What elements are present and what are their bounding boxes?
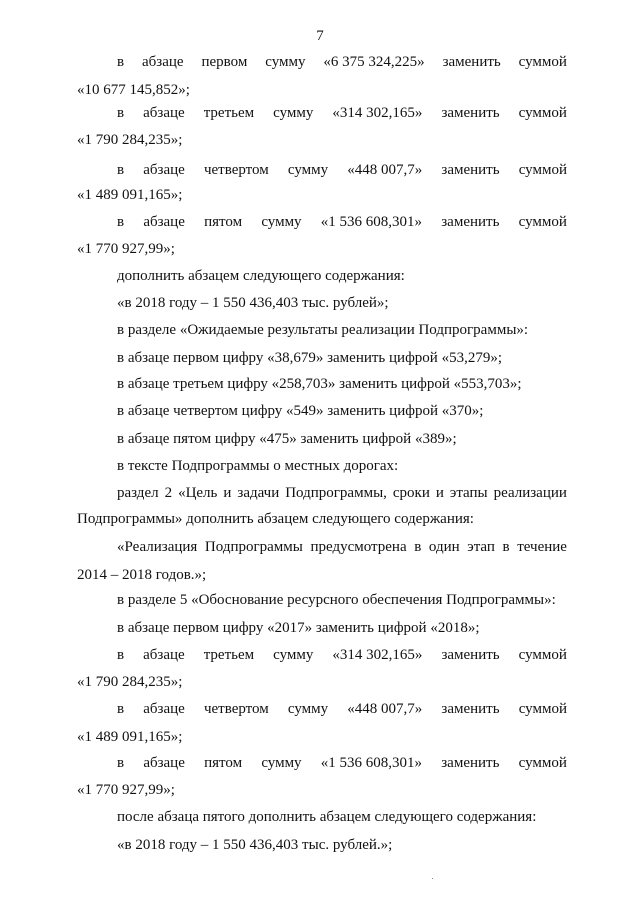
word: предусмотрена: [310, 539, 407, 555]
paragraph-line-continuation: «10 677 145,852»;: [77, 82, 190, 98]
word: заменить: [442, 54, 501, 70]
word: суммой: [518, 701, 567, 717]
paragraph-line: «в 2018 году – 1 550 436,403 тыс. рублей»;: [117, 295, 389, 311]
paragraph-line: дополнить абзацем следующего содержания:: [117, 268, 405, 284]
word: заменить: [441, 701, 500, 717]
word: в: [117, 647, 125, 663]
paragraph-line-justified: [117, 213, 567, 231]
paragraph-line-justified: [117, 484, 567, 502]
word: абзаце: [143, 105, 185, 121]
word: пятом: [204, 214, 243, 230]
page-number: 7: [316, 28, 324, 44]
word: заменить: [441, 162, 500, 178]
word: реализации: [493, 485, 567, 501]
paragraph-line: в абзаце первом цифру «2017» заменить цифрой «2018»;: [117, 620, 480, 636]
word: в: [117, 54, 125, 70]
word: в: [117, 701, 125, 717]
word: Подпрограммы,: [285, 485, 387, 501]
paragraph-line-continuation: «1 489 091,165»;: [77, 729, 183, 745]
paragraph-line: в абзаце четвертом цифру «549» заменить цифрой «370»;: [117, 403, 484, 419]
word: «1 536 608,301»: [320, 755, 423, 771]
word: сумму: [261, 755, 302, 771]
word: в: [414, 539, 422, 555]
word: этап: [467, 539, 495, 555]
word: суммой: [518, 54, 567, 70]
word: «6 375 324,225»: [323, 54, 425, 70]
word: «314 302,165»: [332, 647, 423, 663]
word: суммой: [518, 162, 567, 178]
word: суммой: [518, 105, 567, 121]
word: четвертом: [203, 701, 269, 717]
scan-speck: [432, 878, 433, 879]
word: этапы: [449, 485, 488, 501]
word: один: [428, 539, 460, 555]
word: течение: [517, 539, 567, 555]
word: задачи: [237, 485, 280, 501]
word: абзаце: [143, 162, 185, 178]
word: сумму: [273, 105, 314, 121]
word: в: [117, 214, 125, 230]
paragraph-line: в абзаце третьем цифру «258,703» заменить цифрой «553,703»;: [117, 376, 522, 392]
word: «Цель: [178, 485, 218, 501]
word: сумму: [265, 54, 306, 70]
word: сумму: [287, 162, 329, 178]
word: абзаце: [143, 755, 185, 771]
word: «448 007,7»: [347, 162, 423, 178]
word: первом: [201, 54, 248, 70]
paragraph-line: в абзаце первом цифру «38,679» заменить цифрой «53,279»;: [117, 350, 502, 366]
paragraph-line-justified: [117, 538, 567, 556]
paragraph-line-continuation: «1 489 091,165»;: [77, 187, 183, 203]
word: абзаце: [143, 214, 185, 230]
word: заменить: [441, 214, 500, 230]
paragraph-line-justified: [117, 754, 567, 772]
paragraph-line: в разделе 5 «Обоснование ресурсного обеспечения Подпрограммы»:: [117, 592, 556, 608]
word: сумму: [273, 647, 314, 663]
word: третьем: [203, 105, 255, 121]
paragraph-line-justified: [117, 700, 567, 718]
word: абзаце: [143, 701, 185, 717]
paragraph-line: в разделе «Ожидаемые результаты реализации Подпрограммы»:: [117, 322, 529, 338]
paragraph-line-continuation: «1 790 284,235»;: [77, 674, 183, 690]
word: суммой: [518, 647, 567, 663]
word: сумму: [287, 701, 329, 717]
paragraph-line-justified: [117, 104, 567, 122]
paragraph-line-continuation: «1 770 927,99»;: [77, 782, 175, 798]
paragraph-line-continuation: «1 770 927,99»;: [77, 241, 175, 257]
word: суммой: [518, 755, 567, 771]
paragraph-line-continuation: 2014 – 2018 годов.»;: [77, 567, 207, 583]
word: в: [117, 105, 125, 121]
paragraph-line-justified: [117, 53, 567, 71]
word: абзаце: [142, 54, 184, 70]
word: раздел: [117, 485, 159, 501]
word: «448 007,7»: [347, 701, 423, 717]
word: заменить: [441, 105, 500, 121]
paragraph-line: в тексте Подпрограммы о местных дорогах:: [117, 458, 399, 474]
word: четвертом: [203, 162, 269, 178]
word: в: [502, 539, 510, 555]
paragraph-line-justified: [117, 646, 567, 664]
word: и: [435, 485, 444, 501]
paragraph-line: «в 2018 году – 1 550 436,403 тыс. рублей.»;: [117, 837, 393, 853]
paragraph-line-continuation: «1 790 284,235»;: [77, 132, 183, 148]
word: и: [223, 485, 232, 501]
word: «1 536 608,301»: [320, 214, 423, 230]
paragraph-line-justified: [117, 161, 567, 179]
word: заменить: [441, 647, 500, 663]
word: в: [117, 162, 125, 178]
word: третьем: [203, 647, 255, 663]
word: сумму: [261, 214, 302, 230]
word: сроки: [392, 485, 430, 501]
word: в: [117, 755, 125, 771]
paragraph-line-continuation: Подпрограммы» дополнить абзацем следующего содержания:: [77, 511, 474, 527]
word: пятом: [204, 755, 243, 771]
word: суммой: [518, 214, 567, 230]
word: заменить: [441, 755, 500, 771]
paragraph-line: в абзаце пятом цифру «475» заменить цифрой «389»;: [117, 431, 457, 447]
word: «Реализация: [117, 539, 198, 555]
word: абзаце: [143, 647, 185, 663]
word: Подпрограммы: [204, 539, 303, 555]
word: 2: [164, 485, 173, 501]
paragraph-line: после абзаца пятого дополнить абзацем следующего содержания:: [117, 809, 537, 825]
word: «314 302,165»: [332, 105, 423, 121]
